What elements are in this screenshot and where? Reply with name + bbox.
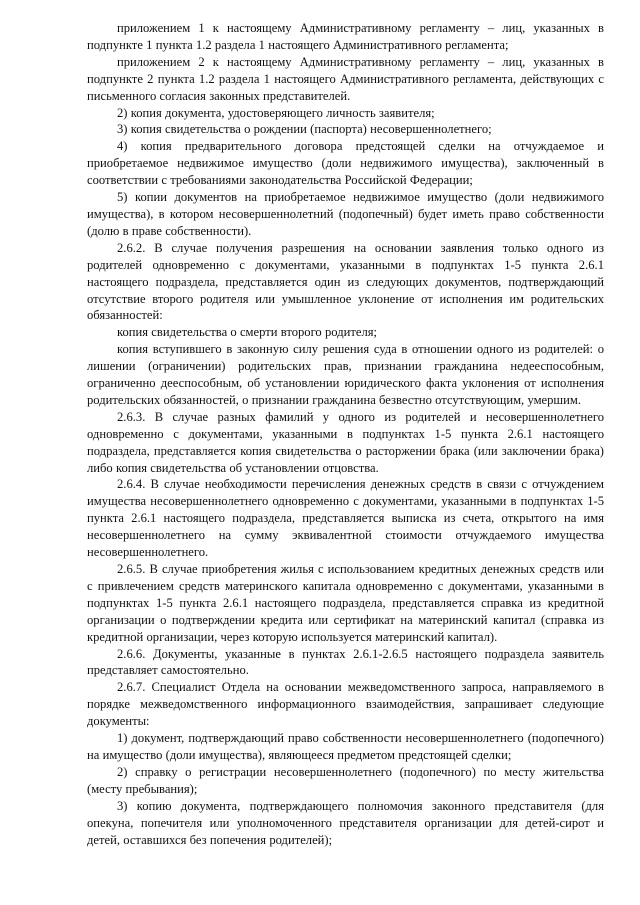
paragraph: 2.6.5. В случае приобретения жилья с использованием кредитных денежных средств или с привлечением средств материнского капитала одновременно с документами, указанными в подпунктах 1-5 пункта 2.6.1 настоящего подраздела, представляется справка из кредитной организации о подтверждении кредита или сертификат на материнский капитал (справка из кредитной организации, через которую используется материнский капитал). <box>87 562 604 644</box>
paragraph: копия вступившего в законную силу решения суда в отношении одного из родителей: о лишении (ограничении) родительских прав, признании гражданина недееспособным, ограниченно дееспособным, об установлении юридического факта уклонения от исполнения родительских обязанностей, о признании гражданина безвестно отсутствующим, умершим. <box>87 342 604 407</box>
paragraph: 2.6.4. В случае необходимости перечисления денежных средств в связи с отчуждением имущества несовершеннолетнего одновременно с документами, указанными в подпунктах 1-5 пункта 2.6.1 настоящего подраздела, представляется выписка из счета, открытого на имя несовершеннолетнего на сумму эквивалентной стоимости отчуждаемого имущества несовершеннолетнего. <box>87 477 604 560</box>
paragraph: приложением 1 к настоящему Административному регламенту – лиц, указанных в подпункте 1 пункта 1.2 раздела 1 настоящего Административного регламента; <box>87 21 604 52</box>
paragraph: 4) копия предварительного договора предстоящей сделки на отчуждаемое и приобретаемое недвижимое имущество (доли недвижимого имущества), заключенный в соответствии с требованиями законодательства Российской Федерации; <box>87 139 604 188</box>
paragraph: приложением 2 к настоящему Административному регламенту – лиц, указанных в подпункте 2 пункта 1.2 раздела 1 настоящего Административного регламента, действующих с письменного согласия законных представителей. <box>87 54 604 103</box>
paragraph: копия свидетельства о смерти второго родителя; <box>117 325 378 340</box>
paragraph: 2.6.6. Документы, указанные в пунктах 2.6.1-2.6.5 настоящего подраздела заявитель представляет самостоятельно. <box>87 646 604 678</box>
paragraph: 3) копию документа, подтверждающего полномочия законного представителя (для опекуна, попечителя или уполномоченного представителя организации для детей-сирот и детей, оставшихся без попечения родителей); <box>87 798 604 847</box>
paragraph: 1) документ, подтверждающий право собственности несовершеннолетнего (подопечного) на имущество (доли имущества), являющееся предметом предстоящей сделки; <box>87 731 604 762</box>
paragraph: 3) копия свидетельства о рождении (паспорта) несовершеннолетнего; <box>117 122 492 137</box>
paragraph: 2.6.3. В случае разных фамилий у одного из родителей и несовершеннолетнего одновременно с документами, указанными в подпунктах 1-5 пункта 2.6.1 настоящего подраздела, представляется копия свидетельства о расторжении брака (или заключении брака) либо копия свидетельства об установлении отцовства. <box>87 409 604 475</box>
paragraph: 2.6.2. В случае получения разрешения на основании заявления только одного из родителей одновременно с документами, указанными в подпунктах 1-5 пункта 2.6.1 настоящего подраздела, представляется один из следующих документов, подтверждающий отсутствие второго родителя или умышленное уклонение от исполнения им родительских обязанностей: <box>87 240 604 323</box>
paragraph: 2) копия документа, удостоверяющего личность заявителя; <box>117 105 435 120</box>
paragraph: 2) справку о регистрации несовершеннолетнего (подопечного) по месту жительства (месту пребывания); <box>87 764 604 796</box>
paragraph: 5) копии документов на приобретаемое недвижимое имущество (доли недвижимого имущества), в котором несовершеннолетний (подопечный) будет иметь право собственности (долю в праве собственности). <box>87 190 604 238</box>
paragraph: 2.6.7. Специалист Отдела на основании межведомственного запроса, направляемого в порядке межведомственного информационного взаимодействия, запрашивает следующие документы: <box>87 680 604 729</box>
